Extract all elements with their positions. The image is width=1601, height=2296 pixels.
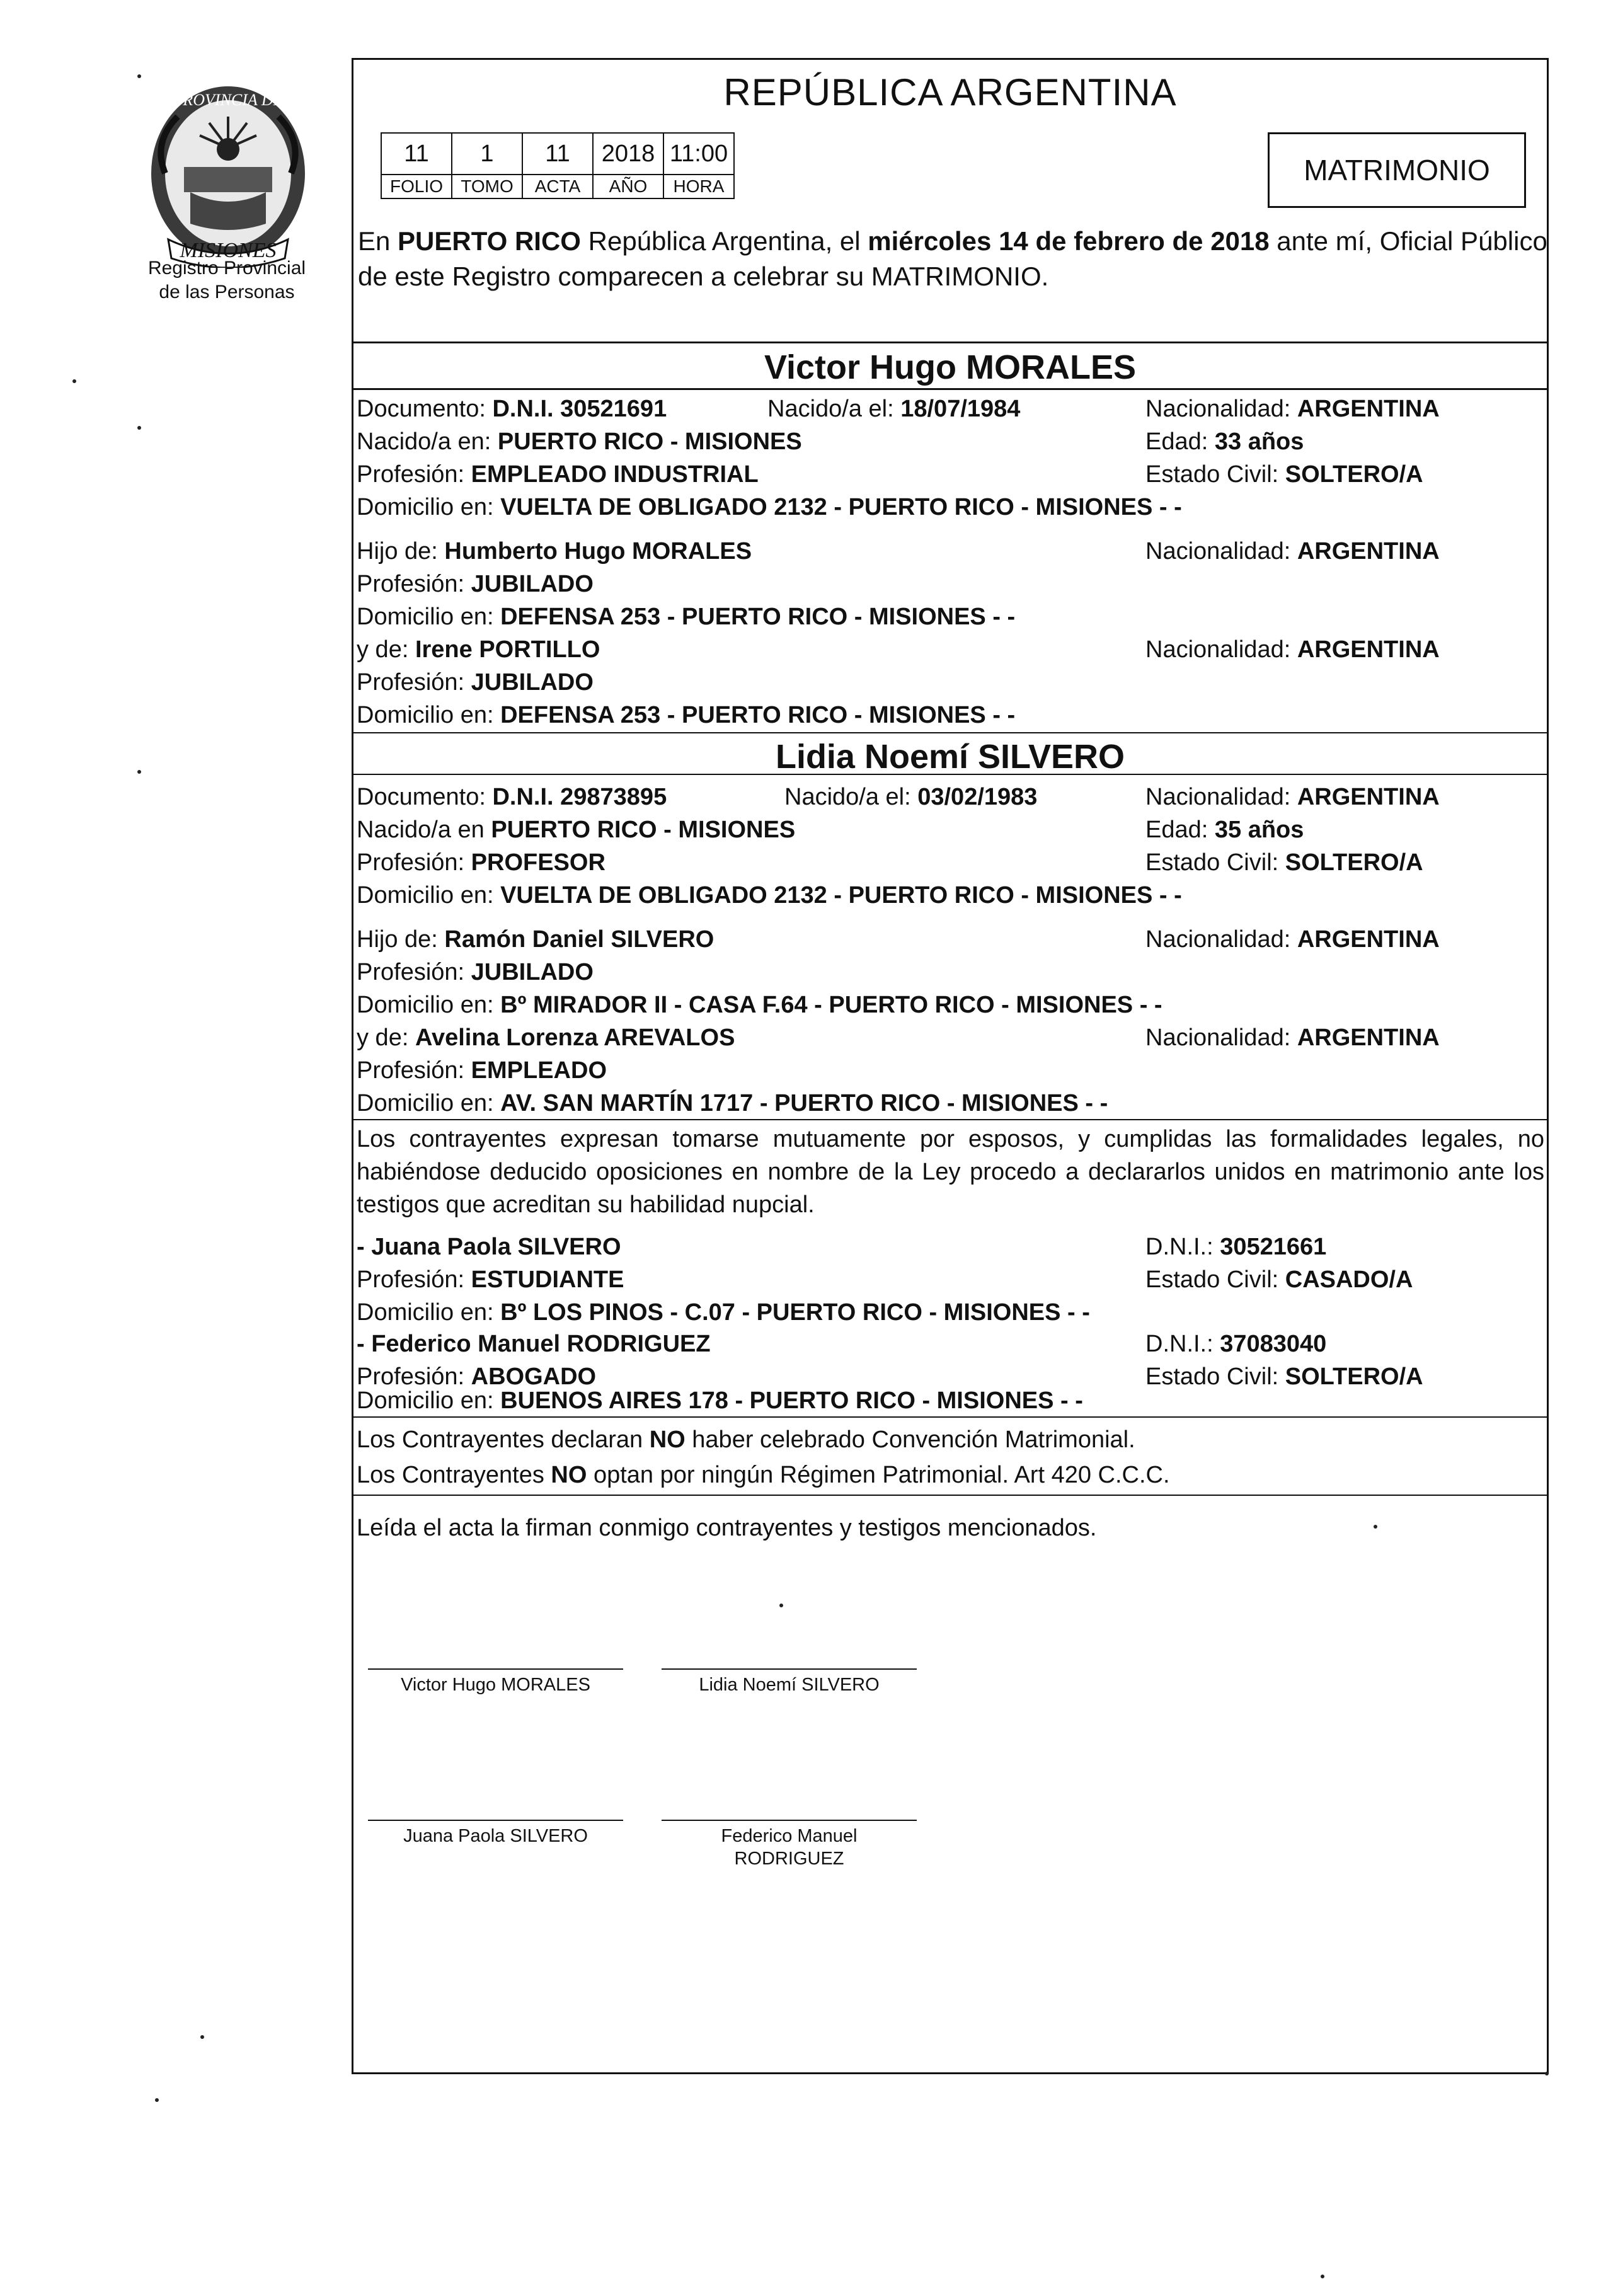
divider xyxy=(352,388,1549,390)
record-type-box: MATRIMONIO xyxy=(1268,132,1526,208)
folio-label: FOLIO xyxy=(381,175,452,198)
witness2-name: - Federico Manuel RODRIGUEZ xyxy=(357,1331,711,1357)
document-title: REPÚBLICA ARGENTINA xyxy=(723,71,1177,113)
spouse2-father-nacionalidad: Nacionalidad: ARGENTINA xyxy=(1145,926,1440,953)
scan-speck xyxy=(200,2035,204,2039)
intro-paragraph: En PUERTO RICO República Argentina, el miércoles 14 de febrero de 2018 ante mí, Oficial Público de este Registro comparecen a celebrar su MATRIMONIO. xyxy=(358,226,1547,291)
record-reference-table xyxy=(381,132,735,199)
spouse2-name: Lidia Noemí SILVERO xyxy=(775,738,1125,776)
scan-speck xyxy=(1545,2072,1549,2075)
anio-value: 2018 xyxy=(593,133,663,175)
spouse1-mother-profesion: Profesión: JUBILADO xyxy=(357,669,594,696)
spouse2-edad: Edad: 35 años xyxy=(1145,817,1304,843)
spouse1-father-nacionalidad: Nacionalidad: ARGENTINA xyxy=(1145,538,1440,565)
spouse1-father-domicilio: Domicilio en: DEFENSA 253 - PUERTO RICO - MISIONES - - xyxy=(357,604,1016,630)
anio-label: AÑO xyxy=(593,175,663,198)
convention-line-1: Los Contrayentes declaran NO haber celebrado Convención Matrimonial. xyxy=(357,1426,1135,1453)
spouse1-nacido-en: Nacido/a en: PUERTO RICO - MISIONES xyxy=(357,428,802,455)
witness1-name: - Juana Paola SILVERO xyxy=(357,1234,621,1260)
signature-line xyxy=(368,1820,623,1821)
spouse2-profesion: Profesión: PROFESOR xyxy=(357,849,605,876)
spouse2-father: Hijo de: Ramón Daniel SILVERO xyxy=(357,926,714,953)
divider xyxy=(352,1416,1549,1418)
svg-text:MISIONES: MISIONES xyxy=(180,239,277,262)
convention-line-2: Los Contrayentes NO optan por ningún Régimen Patrimonial. Art 420 C.C.C. xyxy=(357,1462,1170,1488)
spouse2-nacido-el: Nacido/a el: 03/02/1983 xyxy=(784,784,1038,810)
spouse2-mother: y de: Avelina Lorenza AREVALOS xyxy=(357,1025,735,1051)
spouse1-nacionalidad: Nacionalidad: ARGENTINA xyxy=(1145,396,1440,422)
signature-name-2: Lidia Noemí SILVERO xyxy=(699,1675,880,1695)
divider xyxy=(352,342,1549,343)
spouse1-documento: Documento: D.N.I. 30521691 xyxy=(357,396,667,422)
spouse1-father: Hijo de: Humberto Hugo MORALES xyxy=(357,538,752,565)
signature-name-3: Juana Paola SILVERO xyxy=(403,1826,588,1846)
scan-speck xyxy=(779,1604,783,1607)
divider xyxy=(352,732,1549,733)
witness1-estado-civil: Estado Civil: CASADO/A xyxy=(1145,1266,1413,1293)
signature-name-4: Federico Manuel xyxy=(721,1826,858,1846)
spouse1-mother-nacionalidad: Nacionalidad: ARGENTINA xyxy=(1145,636,1440,663)
spouse1-mother: y de: Irene PORTILLO xyxy=(357,636,600,663)
declaration-paragraph: Los contrayentes expresan tomarse mutuamente por esposos, y cumplidas las formalidades legales, no habiéndose deducido oposiciones en nombre de la Ley procedo a declararlos unidos en matrimonio ante los testigos que acreditan su habilidad nupcial. xyxy=(357,1126,1544,1218)
hora-value: 11:00 xyxy=(663,133,734,175)
scan-speck xyxy=(1321,2275,1324,2278)
spouse1-profesion: Profesión: EMPLEADO INDUSTRIAL xyxy=(357,461,759,488)
spouse2-mother-nacionalidad: Nacionalidad: ARGENTINA xyxy=(1145,1025,1440,1051)
scan-speck xyxy=(72,379,76,383)
scan-speck xyxy=(137,426,141,430)
spouse1-mother-domicilio: Domicilio en: DEFENSA 253 - PUERTO RICO - MISIONES - - xyxy=(357,702,1016,728)
spouse1-name: Victor Hugo MORALES xyxy=(764,348,1137,386)
hora-label: HORA xyxy=(663,175,734,198)
tomo-value: 1 xyxy=(452,133,522,175)
spouse2-father-domicilio: Domicilio en: Bº MIRADOR II - CASA F.64 - PUERTO RICO - MISIONES - - xyxy=(357,992,1162,1018)
acta-label: ACTA xyxy=(522,175,593,198)
spouse2-nacionalidad: Nacionalidad: ARGENTINA xyxy=(1145,784,1440,810)
signature-line xyxy=(662,1820,917,1821)
provincial-seal-logo xyxy=(140,79,316,268)
registry-label-1: Registro Provincial xyxy=(147,258,306,278)
witness2-dni: D.N.I.: 37083040 xyxy=(1145,1331,1327,1357)
witness2-profesion: Profesión: ABOGADO xyxy=(357,1363,597,1390)
spouse1-nacido-el: Nacido/a el: 18/07/1984 xyxy=(767,396,1021,422)
spouse2-estado-civil: Estado Civil: SOLTERO/A xyxy=(1145,849,1423,876)
spouse1-father-profesion: Profesión: JUBILADO xyxy=(357,571,594,597)
scan-speck xyxy=(137,74,141,78)
spouse1-estado-civil: Estado Civil: SOLTERO/A xyxy=(1145,461,1423,488)
tomo-label: TOMO xyxy=(452,175,522,198)
witness2-estado-civil: Estado Civil: SOLTERO/A xyxy=(1145,1363,1423,1390)
spouse1-edad: Edad: 33 años xyxy=(1145,428,1304,455)
scan-speck xyxy=(155,2098,159,2102)
svg-text:PROVINCIA DE: PROVINCIA DE xyxy=(173,91,284,109)
witness1-dni: D.N.I.: 30521661 xyxy=(1145,1234,1327,1260)
divider xyxy=(352,1495,1549,1496)
witness2-domicilio: Domicilio en: BUENOS AIRES 178 - PUERTO RICO - MISIONES - - xyxy=(357,1387,1083,1414)
spouse2-mother-domicilio: Domicilio en: AV. SAN MARTÍN 1717 - PUERTO RICO - MISIONES - - xyxy=(357,1090,1108,1116)
spouse2-nacido-en: Nacido/a en PUERTO RICO - MISIONES xyxy=(357,817,796,843)
witness1-profesion: Profesión: ESTUDIANTE xyxy=(357,1266,624,1293)
closing-statement: Leída el acta la firman conmigo contrayentes y testigos mencionados. xyxy=(357,1515,1097,1541)
folio-value: 11 xyxy=(381,133,452,175)
signature-name-4b: RODRIGUEZ xyxy=(734,1849,844,1869)
signature-name-1: Victor Hugo MORALES xyxy=(401,1675,590,1695)
divider xyxy=(352,1119,1549,1120)
acta-value: 11 xyxy=(522,133,593,175)
signature-line xyxy=(368,1668,623,1670)
spouse2-mother-profesion: Profesión: EMPLEADO xyxy=(357,1057,607,1084)
spouse2-documento: Documento: D.N.I. 29873895 xyxy=(357,784,667,810)
spouse1-domicilio: Domicilio en: VUELTA DE OBLIGADO 2132 - PUERTO RICO - MISIONES - - xyxy=(357,494,1182,520)
witness1-domicilio: Domicilio en: Bº LOS PINOS - C.07 - PUERTO RICO - MISIONES - - xyxy=(357,1299,1090,1326)
signature-line xyxy=(662,1668,917,1670)
scan-speck xyxy=(1374,1525,1377,1529)
registry-label-2: de las Personas xyxy=(159,282,295,302)
spouse2-father-profesion: Profesión: JUBILADO xyxy=(357,959,594,985)
spouse2-domicilio: Domicilio en: VUELTA DE OBLIGADO 2132 - PUERTO RICO - MISIONES - - xyxy=(357,882,1182,909)
scan-speck xyxy=(137,770,141,774)
